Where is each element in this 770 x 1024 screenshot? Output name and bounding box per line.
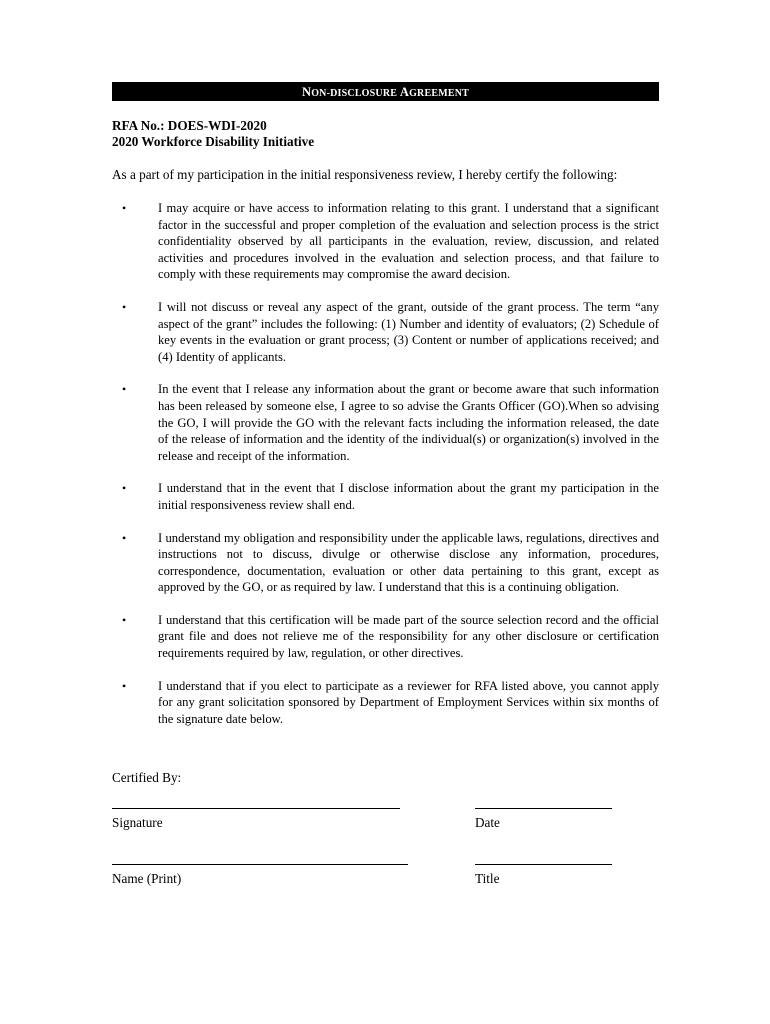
list-item xyxy=(112,678,659,728)
signature-line[interactable] xyxy=(112,808,400,809)
document-page xyxy=(112,82,659,916)
name-title-row xyxy=(112,864,659,916)
signature-date-row xyxy=(112,808,659,860)
intro-paragraph: As a part of my participation in the initial responsiveness review, I hereby certify the following: xyxy=(112,167,618,182)
title-initial-a: A xyxy=(399,85,410,99)
list-item xyxy=(112,200,659,283)
list-item-text: I will not discuss or reveal any aspect of the grant, outside of the grant process. The term “any aspect of the grant” includes the following: (1) Number and identity of evaluators; (2) Schedule of key events in the evaluation or grant process; (3) Content or number of applications received; and (4) Identity of applicants. xyxy=(158,299,659,364)
date-line[interactable] xyxy=(475,808,612,809)
title-label: Title xyxy=(475,871,500,887)
date-label: Date xyxy=(475,815,500,831)
list-item-text: In the event that I release any information about the grant or become aware that such information has been released by someone else, I agree to so advise the Grants Officer (GO).When so advising the GO, I will provide the GO with the relevant facts including the information released, the date of the release of information and the identity of the individual(s) or organization(s) involved in the release and receipt of the information. xyxy=(158,382,659,463)
initiative-name: 2020 Workforce Disability Initiative xyxy=(112,134,315,149)
list-item-text: I understand that in the event that I disclose information about the grant my participation in the initial responsiveness review shall end. xyxy=(158,481,659,512)
rfa-header xyxy=(112,118,659,150)
list-item xyxy=(112,299,659,365)
list-item xyxy=(112,480,659,513)
list-item xyxy=(112,612,659,662)
title-part-non-disclosure: ON-DISCLOSURE xyxy=(311,88,400,99)
name-print-line[interactable] xyxy=(112,864,408,865)
list-item-text: I understand that this certification will be made part of the source selection record and the official grant file and does not relieve me of the responsibility for any other disclosure or certification requirements required by law, regulation, or other directives. xyxy=(158,612,659,661)
bullet-icon: • xyxy=(122,299,127,314)
bullet-icon: • xyxy=(122,481,127,496)
list-item xyxy=(112,381,659,464)
signature-label: Signature xyxy=(112,815,163,831)
list-item-text: I may acquire or have access to information relating to this grant. I understand that a significant factor in the successful and proper completion of the evaluation and selection process is the strict confidentiality observed by all participants in the evaluation, review, discussion, and related activities and procedures involved in the evaluation and selection process, and that failure to comply with these requirements may compromise the award decision. xyxy=(158,201,659,282)
title-initial-n: N xyxy=(301,85,312,99)
title-part-agreement: GREEMENT xyxy=(409,88,470,99)
list-item-text: I understand my obligation and responsibility under the applicable laws, regulations, directives and instructions not to discuss, divulge or otherwise disclose any information, procedures, correspondence, documentation, evaluation or other data pertaining to this grant, except as approved by the GO, or as required by law. I understand that this is a continuing obligation. xyxy=(158,530,659,595)
bullet-icon: • xyxy=(122,201,127,215)
title-line[interactable] xyxy=(475,864,612,865)
bullet-icon: • xyxy=(122,678,127,693)
bullet-icon: • xyxy=(122,530,127,545)
list-item-text: I understand that if you elect to participate as a reviewer for RFA listed above, you cannot apply for any grant solicitation sponsored by Department of Employment Services within six months of the signature date below. xyxy=(158,678,659,726)
list-item xyxy=(112,530,659,596)
name-print-label: Name (Print) xyxy=(112,871,182,887)
bullet-icon: • xyxy=(122,382,127,397)
document-title xyxy=(112,82,659,101)
bullet-icon: • xyxy=(122,612,127,627)
certification-list xyxy=(112,200,659,727)
certified-by-label: Certified By: xyxy=(112,770,182,786)
rfa-number: RFA No.: DOES-WDI-2020 xyxy=(112,118,267,133)
